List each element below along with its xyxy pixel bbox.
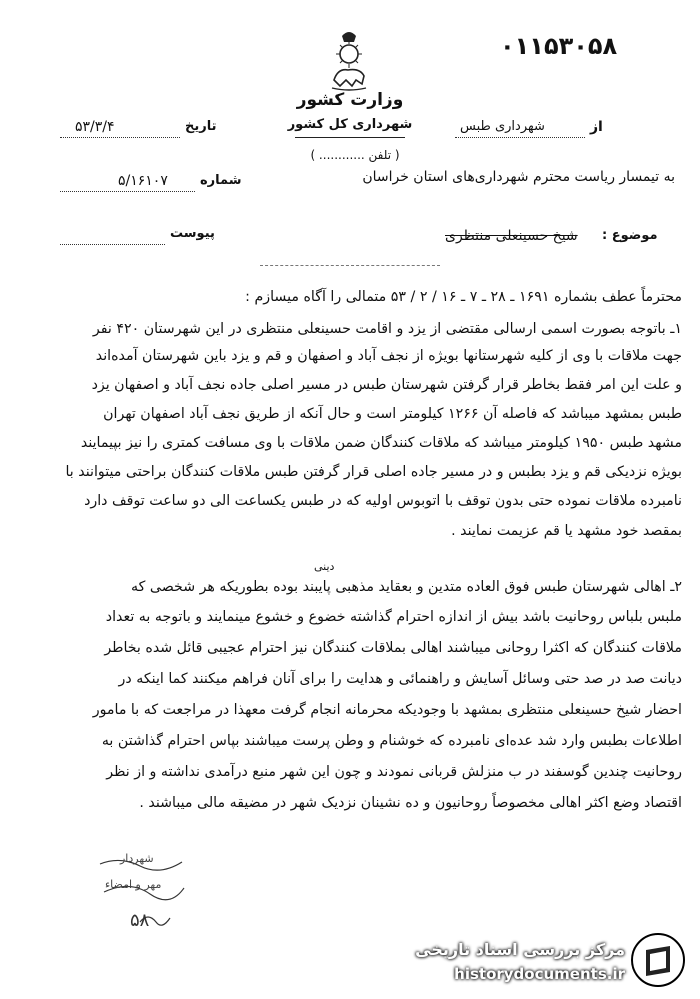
phone-label: ( تلفن ............ ) bbox=[310, 148, 400, 162]
body-line: جهت ملاقات با وی از کلیه شهرستانها بویژه از نجف آباد و اصفهان و قم و یزد باین شهرستان آمده‌اند bbox=[95, 348, 682, 364]
body-line: طبس بمشهد میباشد که فاصله آن ۱۲۶۶ کیلومتر است و حال آنکه از طریق نجف آباد اصفهان تهران bbox=[103, 406, 682, 422]
subject-value: شیخ حسینعلی منتظری bbox=[445, 228, 578, 244]
subject-label: موضوع : bbox=[602, 228, 658, 243]
body-line: نامبرده ملاقات نموده حتی بدون توقف با اتوبوس اولیه که در طبس یکساعت الی دو ساعت توقف دارد bbox=[84, 493, 682, 509]
body-line: احضار شیخ حسینعلی منتظری بمشهد با وجودیکه محرمانه انجام گرفت معهذا در مراجعت که با مامور bbox=[92, 702, 682, 718]
date-value: ۵۳/۳/۴ bbox=[75, 119, 115, 135]
body-line: مشهد طبس ۱۹۵۰ کیلومتر میباشد که ملاقات کنندگان ضمن ملاقات با وی مسافت کمتری را نیز بپیمایند bbox=[80, 435, 682, 451]
header-separator bbox=[260, 265, 440, 266]
watermark-url: historydocuments.ir bbox=[454, 965, 625, 983]
body-line: دیانت صد در صد حتی وسائل آسایش و راهنمائی و هدایت را برای آنان فراهم میکنند کما اینکه در bbox=[118, 671, 682, 687]
date-dotted-line bbox=[60, 137, 180, 138]
number-label: شماره bbox=[200, 173, 242, 188]
body-line: بویژه نزدیکی قم و یزد بطبس و در مسیر جاده اصلی قرار گرفتن طبس ملاقات کنندگان براحتی میتوانند با bbox=[65, 464, 682, 480]
body-line: ملبس بلباس روحانیت باشد بیش از اندازه احترام گذاشته خضوع و خشوع مینمایند و باتوجه به تعداد bbox=[105, 609, 682, 625]
from-dotted-line bbox=[455, 137, 585, 138]
recipient-line: به تیمسار ریاست محترم شهرداری‌های استان خراسان bbox=[362, 169, 675, 185]
watermark-name: مرکز بررسی اسناد تاریخی bbox=[415, 940, 625, 959]
office-title: شهرداری کل کشور bbox=[287, 117, 413, 132]
body-line: بمقصد خود مشهد یا قم عزیمت نمایند . bbox=[451, 523, 682, 539]
handwritten-signature bbox=[90, 852, 190, 947]
from-label: از bbox=[590, 119, 603, 135]
office-underline bbox=[295, 137, 405, 138]
body-line: ۲ـ اهالی شهرستان طبس فوق العاده متدین و بعقاید مذهبی پایبند بوده بطوریکه هر شخصی که bbox=[131, 579, 682, 595]
signature-line: مهر و امضاء bbox=[105, 878, 162, 891]
lion-and-sun-emblem-icon bbox=[326, 28, 372, 92]
archive-logo-icon bbox=[630, 932, 686, 988]
interlinear-note: دینی bbox=[314, 560, 335, 573]
body-line: روحانیت چندین گوسفند در ب منزلش قربانی نمودند و چون این شهر منبع درآمدی نداشته و از نظر bbox=[106, 764, 682, 780]
attachment-dotted-line bbox=[60, 244, 165, 245]
body-line: محترماً عطف بشماره ۱۶۹۱ ـ ۲۸ ـ ۷ ـ ۱۶ / ۲ / ۵۳ متمالی را آگاه میسازم : bbox=[245, 289, 682, 305]
signature-line: شهردار bbox=[120, 852, 154, 865]
number-value: ۵/۱۶۱۰۷ bbox=[118, 173, 168, 189]
date-label: تاریخ bbox=[185, 119, 217, 134]
from-value: شهرداری طبس bbox=[460, 119, 545, 134]
attachment-label: پیوست bbox=[170, 226, 215, 241]
document-number: ۰۱۱۵۳۰۵۸ bbox=[500, 32, 618, 60]
body-line: و علت این امر فقط بخاطر قرار گرفتن شهرستان طبس در مسیر اصلی جاده نجف آباد و اصفهان یزد bbox=[91, 377, 682, 393]
body-line: ملاقات کنندگان که اکثرا روحانی میباشند اهالی بملاقات کنندگان نیز احترام عجیبی قائل شده بخاطر bbox=[104, 640, 682, 656]
body-line: اقتصاد وضع اکثر اهالی مخصوصاً روحانیون و ده نشینان نزدیک شهر در مضیقه مالی میباشند . bbox=[139, 795, 682, 811]
number-dotted-line bbox=[60, 191, 195, 192]
body-line: ۱ـ باتوجه بصورت اسمی ارسالی مقتضی از یزد و اقامت حسینعلی منتظری در این شهرستان ۴۲۰ نفر bbox=[92, 321, 682, 337]
signature-line: ۵۸ bbox=[130, 910, 150, 931]
ministry-title: وزارت کشور bbox=[296, 90, 404, 110]
body-line: اطلاعات بطبس وارد شد عده‌ای نامبرده که خوشنام و وطن پرست میباشند بپاس احترام گذاشتن به bbox=[101, 733, 682, 749]
